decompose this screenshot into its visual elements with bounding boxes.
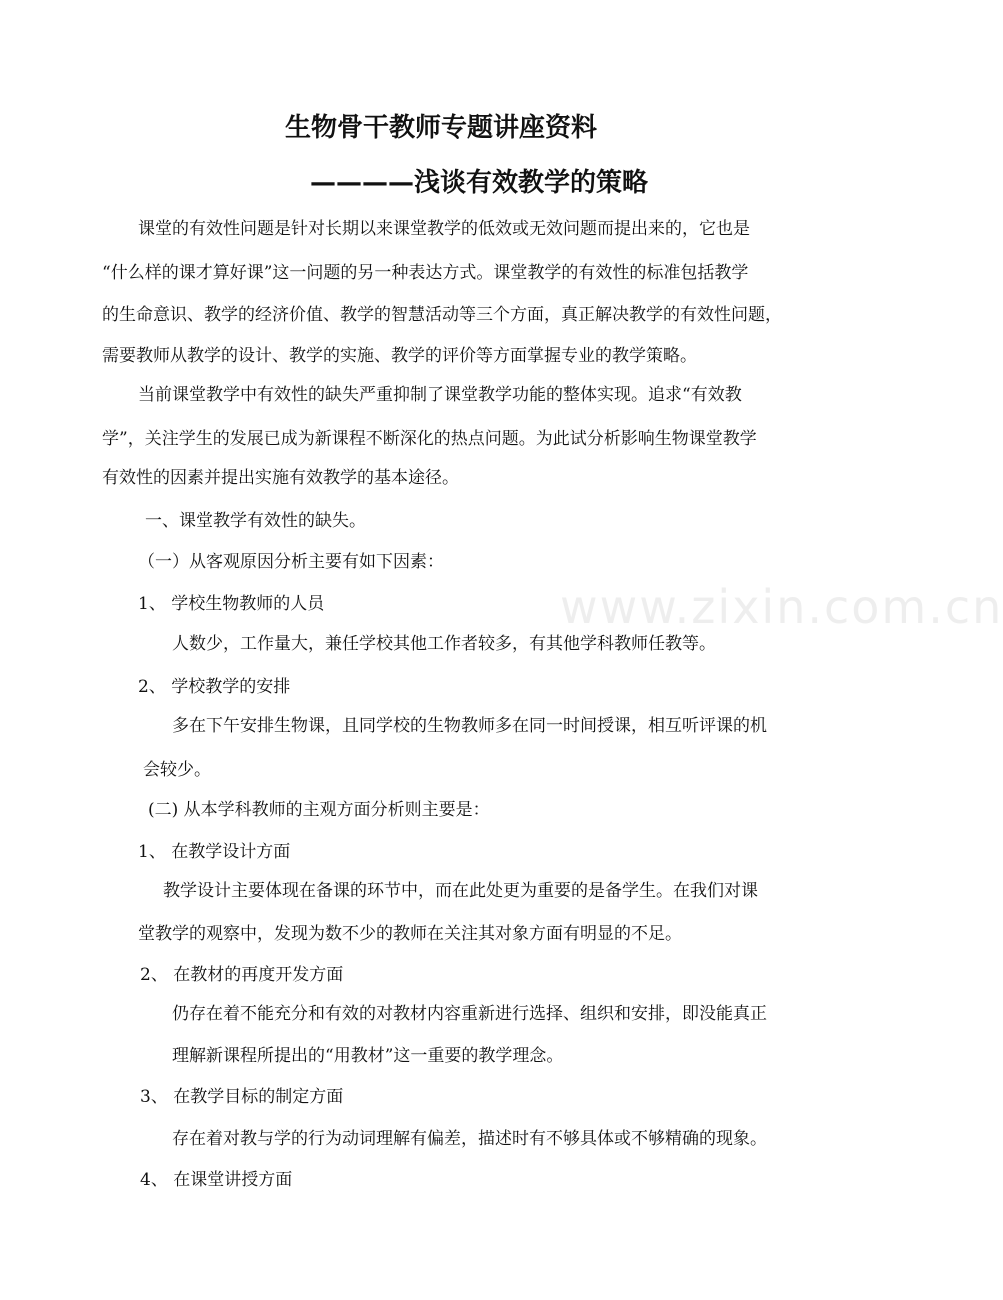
section-heading-1: 一、课堂教学有效性的缺失。 (145, 511, 366, 531)
body-line-6: 学”，关注学生的发展已成为新课程不断深化的热点问题。为此试分析影响生物课堂教学 (102, 429, 757, 449)
list-item-heading: 3、 在教学目标的制定方面 (140, 1087, 344, 1107)
list-item-text: 存在着对教与学的行为动词理解有偏差，描述时有不够具体或不够精确的现象。 (172, 1129, 767, 1149)
document-subtitle: ————浅谈有效教学的策略 (310, 168, 649, 198)
list-item-text: 多在下午安排生物课，且同学校的生物教师多在同一时间授课，相互听评课的机 (172, 716, 767, 736)
body-line-1: 课堂的有效性问题是针对长期以来课堂教学的低效或无效问题而提出来的，它也是 (138, 219, 750, 239)
body-line-2: “什么样的课才算好课”这一问题的另一种表达方式。课堂教学的有效性的标准包括教学 (102, 263, 749, 283)
list-item-text: 理解新课程所提出的“用教材”这一重要的教学理念。 (172, 1046, 564, 1066)
list-item-heading: 4、 在课堂讲授方面 (140, 1170, 293, 1190)
list-item-text: 堂教学的观察中，发现为数不少的教师在关注其对象方面有明显的不足。 (138, 924, 682, 944)
list-item-heading: 1、 学校生物教师的人员 (138, 594, 325, 614)
list-item-heading: 1、 在教学设计方面 (138, 842, 291, 862)
watermark-text: www.zixin.com.cn (560, 580, 1003, 634)
list-item-text: 仍存在着不能充分和有效的对教材内容重新进行选择、组织和安排，即没能真正 (172, 1004, 767, 1024)
list-item-text: 会较少。 (143, 760, 211, 780)
list-item-heading: 2、 在教材的再度开发方面 (140, 965, 344, 985)
subsection-heading-2: (二) 从本学科教师的主观方面分析则主要是： (148, 800, 490, 820)
body-line-5: 当前课堂教学中有效性的缺失严重抑制了课堂教学功能的整体实现。追求“有效教 (138, 385, 742, 405)
subsection-heading-1: （一）从客观原因分析主要有如下因素： (138, 552, 444, 572)
body-line-4: 需要教师从教学的设计、教学的实施、教学的评价等方面掌握专业的教学策略。 (102, 346, 697, 366)
list-item-heading: 2、 学校教学的安排 (138, 677, 291, 697)
body-line-3: 的生命意识、教学的经济价值、教学的智慧活动等三个方面，真正解决教学的有效性问题， (102, 305, 782, 325)
document-title: 生物骨干教师专题讲座资料 (285, 113, 598, 143)
list-item-text: 教学设计主要体现在备课的环节中，而在此处更为重要的是备学生。在我们对课 (163, 881, 758, 901)
list-item-text: 人数少，工作量大，兼任学校其他工作者较多，有其他学科教师任教等。 (172, 634, 716, 654)
body-line-7: 有效性的因素并提出实施有效教学的基本途径。 (102, 468, 459, 488)
